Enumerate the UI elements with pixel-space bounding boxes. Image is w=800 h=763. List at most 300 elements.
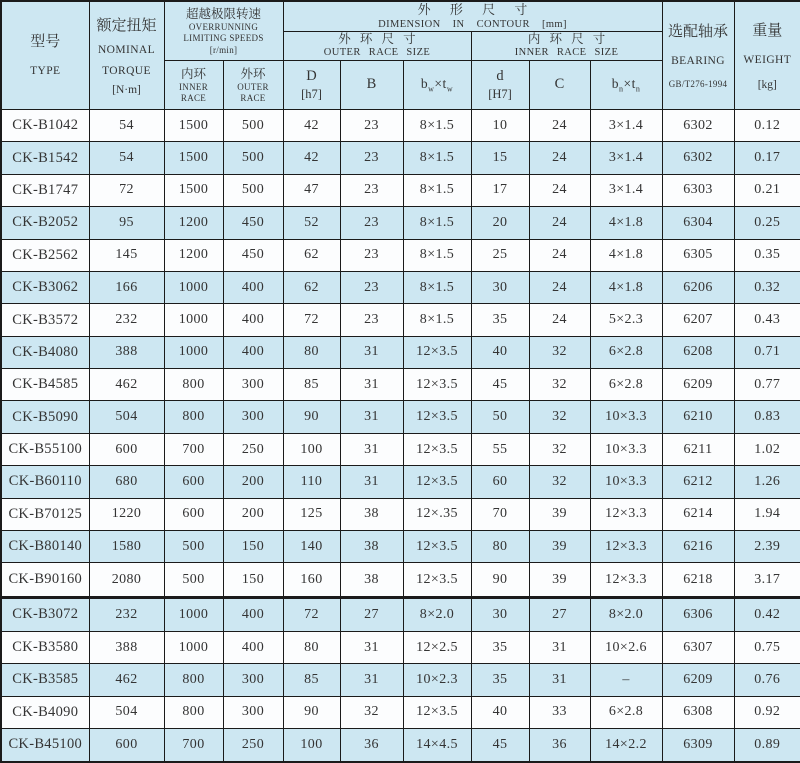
cell-d: 80 (471, 531, 529, 563)
cell-d: 35 (471, 304, 529, 336)
cell-inner_speed: 800 (164, 664, 223, 696)
cell-B: 31 (340, 336, 403, 368)
cell-inner_speed: 1500 (164, 174, 223, 206)
cell-bearing: 6308 (662, 696, 734, 728)
header-col-bntn (590, 60, 662, 109)
cell-bw_tw: 8×1.5 (403, 109, 471, 141)
cell-D: 62 (283, 271, 340, 303)
cell-d: 20 (471, 207, 529, 239)
cell-inner_speed: 700 (164, 433, 223, 465)
cell-weight: 0.12 (734, 109, 800, 141)
cell-bn_tn: 10×2.6 (590, 631, 662, 663)
cell-bw_tw: 8×1.5 (403, 239, 471, 271)
header-dimension-zh: 外 形 尺 寸 (417, 2, 528, 17)
header-col-bwtw (403, 60, 471, 109)
cell-inner_speed: 1500 (164, 142, 223, 174)
header-type (1, 1, 89, 109)
table-body (1, 109, 800, 762)
cell-bearing: 6218 (662, 563, 734, 597)
cell-bn_tn: 4×1.8 (590, 207, 662, 239)
cell-d: 50 (471, 401, 529, 433)
cell-weight: 0.43 (734, 304, 800, 336)
cell-outer_speed: 300 (223, 696, 283, 728)
cell-bw_tw: 14×4.5 (403, 728, 471, 762)
cell-torque: 166 (89, 271, 164, 303)
cell-B: 38 (340, 498, 403, 530)
cell-type: CK-B60110 (1, 466, 89, 498)
cell-type: CK-B1042 (1, 109, 89, 141)
header-speeds-outer-en2: RACE (240, 93, 266, 104)
cell-D: 42 (283, 142, 340, 174)
header-torque-en2: TORQUE (102, 65, 151, 78)
cell-torque: 388 (89, 631, 164, 663)
cell-bw_tw: 8×2.0 (403, 597, 471, 631)
cell-type: CK-B1747 (1, 174, 89, 206)
cell-d: 40 (471, 696, 529, 728)
cell-weight: 1.02 (734, 433, 800, 465)
cell-d: 35 (471, 631, 529, 663)
cell-C: 36 (529, 728, 590, 762)
cell-torque: 1580 (89, 531, 164, 563)
cell-bearing: 6212 (662, 466, 734, 498)
cell-bn_tn: 12×3.3 (590, 563, 662, 597)
cell-bn_tn: 12×3.3 (590, 531, 662, 563)
cell-type: CK-B2562 (1, 239, 89, 271)
cell-outer_speed: 400 (223, 597, 283, 631)
cell-D: 140 (283, 531, 340, 563)
header-speeds-inner-zh: 内环 (180, 66, 206, 81)
cell-inner_speed: 1000 (164, 271, 223, 303)
header-speeds-inner-en2: RACE (180, 93, 207, 104)
cell-type: CK-B4585 (1, 369, 89, 401)
cell-d: 35 (471, 664, 529, 696)
cell-D: 42 (283, 109, 340, 141)
bw-tw-formula: $b_w\times t_w$ (420, 76, 454, 94)
cell-weight: 0.83 (734, 401, 800, 433)
cell-d: 90 (471, 563, 529, 597)
cell-C: 24 (529, 109, 590, 141)
cell-inner_speed: 800 (164, 696, 223, 728)
header-weight-unit: [kg] (757, 78, 777, 91)
header-torque-zh: 额定扭矩 (96, 17, 157, 34)
cell-bn_tn: 14×2.2 (590, 728, 662, 762)
cell-bearing: 6209 (662, 664, 734, 696)
cell-type: CK-B3072 (1, 597, 89, 631)
cell-outer_speed: 500 (223, 142, 283, 174)
cell-D: 72 (283, 597, 340, 631)
cell-weight: 3.17 (734, 563, 800, 597)
header-outer-size-en: OUTER RACE SIZE (323, 47, 431, 59)
cell-inner_speed: 1200 (164, 207, 223, 239)
header-col-C (529, 60, 590, 109)
cell-inner_speed: 600 (164, 466, 223, 498)
cell-d: 45 (471, 728, 529, 762)
cell-C: 24 (529, 304, 590, 336)
cell-inner_speed: 1500 (164, 109, 223, 141)
cell-bearing: 6307 (662, 631, 734, 663)
cell-D: 90 (283, 401, 340, 433)
cell-bw_tw: 8×1.5 (403, 142, 471, 174)
cell-weight: 0.75 (734, 631, 800, 663)
cell-bearing: 6208 (662, 336, 734, 368)
cell-inner_speed: 800 (164, 369, 223, 401)
cell-weight: 1.94 (734, 498, 800, 530)
cell-bw_tw: 12×3.5 (403, 696, 471, 728)
cell-weight: 0.71 (734, 336, 800, 368)
cell-outer_speed: 150 (223, 531, 283, 563)
cell-C: 24 (529, 142, 590, 174)
header-dimension-group (283, 1, 662, 32)
cell-torque: 232 (89, 304, 164, 336)
cell-torque: 232 (89, 597, 164, 631)
table-header (1, 1, 800, 109)
header-weight-en: WEIGHT (743, 54, 792, 67)
cell-bn_tn: 3×1.4 (590, 109, 662, 141)
table-row (1, 239, 800, 271)
cell-torque: 2080 (89, 563, 164, 597)
cell-outer_speed: 400 (223, 304, 283, 336)
cell-D: 80 (283, 631, 340, 663)
cell-bw_tw: 12×3.5 (403, 401, 471, 433)
cell-outer_speed: 300 (223, 401, 283, 433)
cell-bearing: 6214 (662, 498, 734, 530)
cell-B: 23 (340, 271, 403, 303)
cell-outer_speed: 450 (223, 207, 283, 239)
cell-bn_tn: 3×1.4 (590, 174, 662, 206)
cell-bearing: 6207 (662, 304, 734, 336)
cell-bearing: 6211 (662, 433, 734, 465)
header-col-C-letter: C (554, 76, 565, 93)
cell-D: 125 (283, 498, 340, 530)
header-col-d (471, 60, 529, 109)
cell-bn_tn: – (590, 664, 662, 696)
cell-weight: 0.92 (734, 696, 800, 728)
table-row (1, 728, 800, 762)
cell-d: 25 (471, 239, 529, 271)
cell-type: CK-B55100 (1, 433, 89, 465)
header-col-D-fit: [h7] (301, 87, 322, 102)
table-row (1, 336, 800, 368)
cell-B: 27 (340, 597, 403, 631)
cell-d: 15 (471, 142, 529, 174)
cell-bn_tn: 4×1.8 (590, 271, 662, 303)
table-row (1, 498, 800, 530)
cell-D: 80 (283, 336, 340, 368)
cell-bearing: 6302 (662, 142, 734, 174)
cell-D: 47 (283, 174, 340, 206)
cell-inner_speed: 1000 (164, 597, 223, 631)
cell-weight: 0.35 (734, 239, 800, 271)
cell-B: 31 (340, 401, 403, 433)
cell-d: 45 (471, 369, 529, 401)
cell-bw_tw: 12×2.5 (403, 631, 471, 663)
header-speeds-inner (164, 60, 223, 109)
header-inner-size-en: INNER RACE SIZE (514, 47, 619, 59)
cell-torque: 72 (89, 174, 164, 206)
cell-bw_tw: 8×1.5 (403, 271, 471, 303)
cell-bn_tn: 6×2.8 (590, 696, 662, 728)
cell-B: 23 (340, 239, 403, 271)
header-col-D (283, 60, 340, 109)
cell-torque: 54 (89, 142, 164, 174)
cell-bearing: 6306 (662, 597, 734, 631)
cell-bn_tn: 5×2.3 (590, 304, 662, 336)
header-bearing-en: BEARING (671, 54, 725, 67)
cell-outer_speed: 250 (223, 728, 283, 762)
cell-D: 72 (283, 304, 340, 336)
cell-bn_tn: 3×1.4 (590, 142, 662, 174)
cell-outer_speed: 150 (223, 563, 283, 597)
header-inner-size-zh: 内 环 尺 寸 (527, 32, 606, 47)
cell-C: 24 (529, 174, 590, 206)
header-outer-size-zh: 外 环 尺 寸 (338, 32, 416, 47)
cell-type: CK-B3572 (1, 304, 89, 336)
cell-type: CK-B5090 (1, 401, 89, 433)
cell-d: 55 (471, 433, 529, 465)
cell-bw_tw: 10×2.3 (403, 664, 471, 696)
cell-C: 24 (529, 239, 590, 271)
cell-torque: 95 (89, 207, 164, 239)
cell-C: 39 (529, 531, 590, 563)
cell-bearing: 6305 (662, 239, 734, 271)
header-weight (734, 1, 800, 109)
cell-d: 10 (471, 109, 529, 141)
header-dimension-en-line (284, 18, 662, 31)
cell-outer_speed: 400 (223, 336, 283, 368)
cell-bw_tw: 12×3.5 (403, 563, 471, 597)
cell-D: 52 (283, 207, 340, 239)
cell-type: CK-B45100 (1, 728, 89, 762)
cell-C: 24 (529, 207, 590, 239)
cell-weight: 0.42 (734, 597, 800, 631)
cell-bw_tw: 12×3.5 (403, 531, 471, 563)
cell-torque: 504 (89, 401, 164, 433)
header-torque-unit: [N·m] (112, 84, 141, 97)
header-speeds-en2: LIMITING SPEEDS (183, 33, 264, 44)
header-torque-en1: NOMINAL (97, 43, 156, 56)
cell-D: 100 (283, 728, 340, 762)
cell-bearing: 6302 (662, 109, 734, 141)
header-speeds-outer-zh: 外环 (240, 66, 266, 81)
cell-outer_speed: 500 (223, 174, 283, 206)
cell-C: 39 (529, 498, 590, 530)
cell-torque: 504 (89, 696, 164, 728)
cell-type: CK-B3062 (1, 271, 89, 303)
cell-d: 60 (471, 466, 529, 498)
cell-bw_tw: 12×3.5 (403, 369, 471, 401)
cell-C: 33 (529, 696, 590, 728)
cell-C: 32 (529, 433, 590, 465)
cell-bn_tn: 10×3.3 (590, 433, 662, 465)
cell-torque: 462 (89, 369, 164, 401)
cell-outer_speed: 300 (223, 369, 283, 401)
header-outer-race-size (283, 32, 471, 61)
cell-outer_speed: 200 (223, 498, 283, 530)
header-col-d-letter: d (496, 67, 504, 84)
table-row (1, 174, 800, 206)
cell-d: 30 (471, 271, 529, 303)
table-row (1, 109, 800, 141)
cell-C: 32 (529, 401, 590, 433)
cell-D: 160 (283, 563, 340, 597)
cell-torque: 54 (89, 109, 164, 141)
cell-weight: 0.21 (734, 174, 800, 206)
table-row (1, 433, 800, 465)
cell-weight: 0.77 (734, 369, 800, 401)
table-row (1, 597, 800, 631)
cell-D: 85 (283, 664, 340, 696)
cell-D: 100 (283, 433, 340, 465)
header-type-zh: 型号 (30, 33, 61, 50)
cell-inner_speed: 600 (164, 498, 223, 530)
cell-C: 31 (529, 631, 590, 663)
cell-outer_speed: 500 (223, 109, 283, 141)
header-dimension-unit: [mm] (541, 19, 567, 31)
header-speeds-outer (223, 60, 283, 109)
cell-B: 23 (340, 174, 403, 206)
header-speeds-en1: OVERRUNNING (188, 22, 259, 33)
cell-weight: 0.17 (734, 142, 800, 174)
header-type-en: TYPE (30, 64, 61, 77)
cell-bn_tn: 12×3.3 (590, 498, 662, 530)
cell-torque: 462 (89, 664, 164, 696)
cell-d: 40 (471, 336, 529, 368)
cell-bearing: 6309 (662, 728, 734, 762)
cell-B: 23 (340, 207, 403, 239)
cell-C: 32 (529, 336, 590, 368)
cell-type: CK-B90160 (1, 563, 89, 597)
cell-outer_speed: 400 (223, 631, 283, 663)
cell-bw_tw: 12×3.5 (403, 433, 471, 465)
cell-type: CK-B1542 (1, 142, 89, 174)
cell-bearing: 6210 (662, 401, 734, 433)
cell-C: 32 (529, 369, 590, 401)
cell-B: 31 (340, 631, 403, 663)
header-speeds-zh: 超越极限转速 (185, 6, 261, 21)
cell-weight: 0.89 (734, 728, 800, 762)
header-col-B-letter: B (366, 76, 377, 93)
cell-inner_speed: 800 (164, 401, 223, 433)
cell-bearing: 6209 (662, 369, 734, 401)
cell-d: 30 (471, 597, 529, 631)
header-speeds-outer-en1: OUTER (237, 81, 269, 92)
table-row (1, 563, 800, 597)
header-speeds-inner-en1: INNER (179, 81, 208, 92)
cell-outer_speed: 450 (223, 239, 283, 271)
cell-B: 38 (340, 563, 403, 597)
cell-bw_tw: 12×3.5 (403, 466, 471, 498)
table-row (1, 271, 800, 303)
header-inner-race-size (471, 32, 662, 61)
table-row (1, 664, 800, 696)
cell-type: CK-B3585 (1, 664, 89, 696)
cell-torque: 145 (89, 239, 164, 271)
cell-bw_tw: 8×1.5 (403, 207, 471, 239)
cell-D: 90 (283, 696, 340, 728)
table-row (1, 466, 800, 498)
cell-inner_speed: 1000 (164, 336, 223, 368)
cell-inner_speed: 700 (164, 728, 223, 762)
cell-B: 32 (340, 696, 403, 728)
cell-inner_speed: 1200 (164, 239, 223, 271)
cell-B: 36 (340, 728, 403, 762)
cell-type: CK-B3580 (1, 631, 89, 663)
cell-B: 31 (340, 369, 403, 401)
header-col-d-fit: [H7] (488, 87, 512, 102)
cell-bw_tw: 8×1.5 (403, 174, 471, 206)
cell-bn_tn: 8×2.0 (590, 597, 662, 631)
cell-D: 85 (283, 369, 340, 401)
cell-B: 31 (340, 433, 403, 465)
header-speeds-group (164, 1, 283, 60)
cell-type: CK-B4090 (1, 696, 89, 728)
cell-C: 27 (529, 597, 590, 631)
cell-type: CK-B80140 (1, 531, 89, 563)
cell-D: 62 (283, 239, 340, 271)
cell-C: 32 (529, 466, 590, 498)
cell-type: CK-B70125 (1, 498, 89, 530)
header-col-B (340, 60, 403, 109)
cell-bn_tn: 10×3.3 (590, 401, 662, 433)
table-row (1, 531, 800, 563)
header-bearing (662, 1, 734, 109)
cell-D: 110 (283, 466, 340, 498)
cell-weight: 1.26 (734, 466, 800, 498)
header-dimension-en: DIMENSION IN CONTOUR (378, 19, 530, 31)
cell-type: CK-B4080 (1, 336, 89, 368)
bn-tn-formula: $b_n\times t_n$ (611, 76, 641, 94)
table-row (1, 696, 800, 728)
cell-bearing: 6216 (662, 531, 734, 563)
cell-bw_tw: 12×3.5 (403, 336, 471, 368)
cell-inner_speed: 500 (164, 563, 223, 597)
cell-outer_speed: 200 (223, 466, 283, 498)
cell-torque: 600 (89, 728, 164, 762)
cell-inner_speed: 1000 (164, 304, 223, 336)
table-row (1, 401, 800, 433)
header-weight-zh: 重量 (752, 23, 783, 40)
cell-B: 23 (340, 304, 403, 336)
table-row (1, 207, 800, 239)
cell-outer_speed: 250 (223, 433, 283, 465)
cell-bn_tn: 4×1.8 (590, 239, 662, 271)
cell-torque: 600 (89, 433, 164, 465)
cell-inner_speed: 500 (164, 531, 223, 563)
cell-B: 31 (340, 466, 403, 498)
header-bearing-zh: 选配轴承 (668, 23, 729, 40)
cell-C: 39 (529, 563, 590, 597)
cell-weight: 0.25 (734, 207, 800, 239)
header-bearing-std: GB/T276-1994 (668, 79, 728, 90)
cell-bn_tn: 6×2.8 (590, 369, 662, 401)
cell-torque: 388 (89, 336, 164, 368)
cell-bn_tn: 6×2.8 (590, 336, 662, 368)
cell-bearing: 6303 (662, 174, 734, 206)
cell-weight: 0.76 (734, 664, 800, 696)
cell-B: 23 (340, 109, 403, 141)
cell-bearing: 6206 (662, 271, 734, 303)
header-col-D-letter: D (306, 67, 317, 84)
table-row (1, 304, 800, 336)
cell-bw_tw: 12×.35 (403, 498, 471, 530)
cell-d: 17 (471, 174, 529, 206)
cell-bn_tn: 10×3.3 (590, 466, 662, 498)
cell-weight: 2.39 (734, 531, 800, 563)
table-row (1, 142, 800, 174)
cell-outer_speed: 400 (223, 271, 283, 303)
cell-outer_speed: 300 (223, 664, 283, 696)
table-row (1, 369, 800, 401)
